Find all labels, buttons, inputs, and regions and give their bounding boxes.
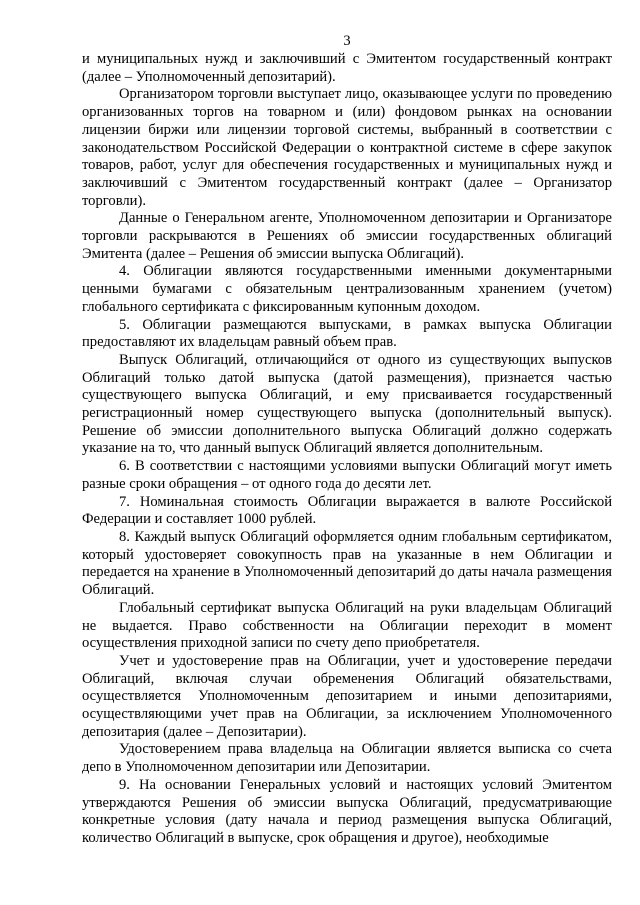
paragraph: и муниципальных нужд и заключивший с Эмитентом государственный контракт (далее – Уполномоченный депозитарий).: [82, 51, 612, 85]
paragraph: 5. Облигации размещаются выпусками, в рамках выпуска Облигации предоставляют их владельцам равный объем прав.: [82, 316, 612, 351]
paragraph: 7. Номинальная стоимость Облигации выражается в валюте Российской Федерации и составляет 1000 рублей.: [82, 493, 612, 528]
paragraph: 9. На основании Генеральных условий и настоящих условий Эмитентом утверждаются Решения об эмиссии выпуска Облигаций, предусматривающие конкретные условия (дату начала и период размещения выпуска Облигаций, количество Облигаций в выпуске, срок обращения и другое), необходимые: [82, 776, 612, 846]
paragraph: Выпуск Облигаций, отличающийся от одного из существующих выпусков Облигаций только датой выпуска (датой размещения), признается частью существующего выпуска Облигаций, и ему присваивается государственный регистрационный номер существующего выпуска (дополнительный выпуск). Решение об эмиссии дополнительного выпуска Облигаций должно содержать указание на то, что данный выпуск Облигаций является дополнительным.: [82, 351, 612, 457]
page-number: 3: [343, 33, 351, 49]
paragraph: Организатором торговли выступает лицо, оказывающее услуги по проведению организованных торгов на товарном и (или) фондовом рынках на основании лицензии биржи или лицензии торговой системы, выбранный в соответствии с законодательством Российской Федерации о контрактной системе в сфере закупок товаров, работ, услуг для обеспечения государственных и муниципальных нужд и заключивший с Эмитентом государственный контракт (далее – Организатор торговли).: [82, 86, 612, 209]
paragraph: 6. В соответствии с настоящими условиями выпуски Облигаций могут иметь разные сроки обращения – от одного года до десяти лет.: [82, 458, 612, 492]
paragraph: 8. Каждый выпуск Облигаций оформляется одним глобальным сертификатом, который удостоверяет совокупность прав на указанные в нем Облигации и передается на хранение в Уполномоченный депозитарий до даты начала размещения Облигаций.: [82, 528, 612, 599]
document-body: [82, 51, 612, 848]
paragraph: Удостоверением права владельца на Облигации является выписка со счета депо в Уполномоченном депозитарии или Депозитарии.: [82, 741, 612, 776]
paragraph: 4. Облигации являются государственными именными документарными ценными бумагами с обязательным централизованным хранением (учетом) глобального сертификата с фиксированным купонным доходом.: [82, 263, 612, 315]
paragraph: Учет и удостоверение прав на Облигации, учет и удостоверение передачи Облигаций, включая случаи обременения Облигаций обязательствами, осуществляется Уполномоченным депозитарием и иными депозитариями, осуществляющими учет прав на Облигации, за исключением Уполномоченного депозитария (далее – Депозитарии).: [82, 652, 612, 740]
paragraph: Данные о Генеральном агенте, Уполномоченном депозитарии и Организаторе торговли раскрываются в Решениях об эмиссии государственных облигаций Эмитента (далее – Решения об эмиссии выпуска Облигаций).: [82, 210, 612, 262]
paragraph: Глобальный сертификат выпуска Облигаций на руки владельцам Облигаций не выдается. Право собственности на Облигации переходит в момент осуществления приходной записи по счету депо приобретателя.: [82, 599, 612, 652]
